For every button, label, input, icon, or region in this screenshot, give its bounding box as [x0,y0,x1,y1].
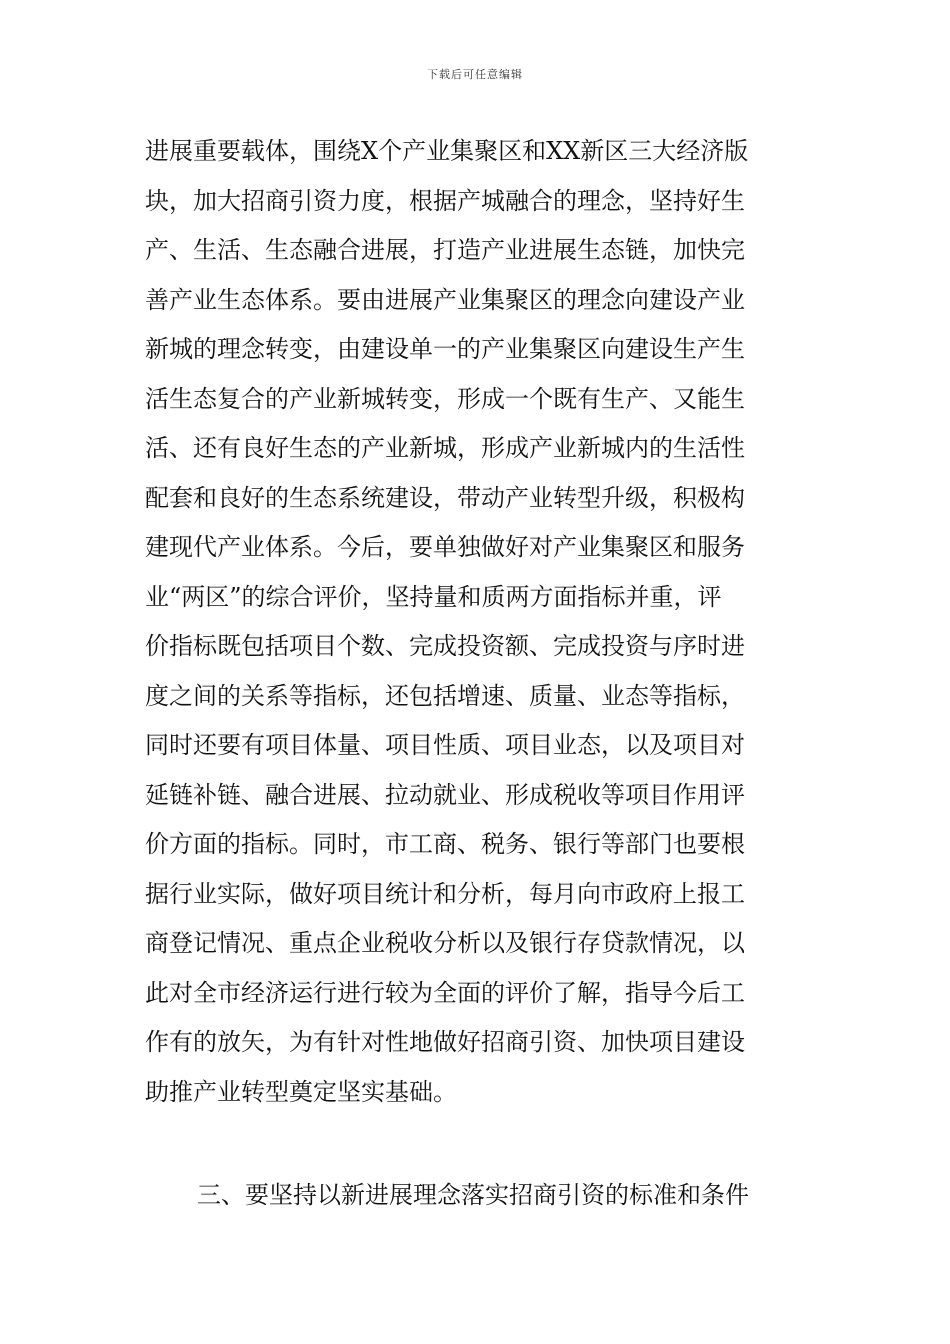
paragraph-line: 延链补链、融合进展、拉动就业、形成税收等项目作用评 [145,780,745,809]
body-paragraph [145,127,810,1117]
paragraph-line: 业“两区”的综合评价，坚持量和质两方面指标并重，评 [145,582,722,611]
section-heading: 三、要坚持以新进展理念落实招商引资的标准和条件 [197,1181,749,1209]
paragraph-line: 据行业实际，做好项目统计和分析，每月向市政府上报工 [145,879,745,908]
paragraph-line: 助推产业转型奠定坚实基础。 [145,1077,457,1106]
paragraph-line: 商登记情况、重点企业税收分析以及银行存贷款情况，以 [145,929,745,957]
header-note: 下载后可任意编辑 [427,68,523,81]
paragraph-line: 价指标既包括项目个数、完成投资额、完成投资与序时进 [145,632,745,660]
paragraph-line: 产、生活、生态融合进展，打造产业进展生态链，加快完 [145,236,745,264]
paragraph-line: 进展重要载体，围绕X个产业集聚区和XX新区三大经济版 [145,137,749,165]
paragraph-line: 活生态复合的产业新城转变，形成一个既有生产、又能生 [145,384,745,413]
paragraph-line: 此对全市经济运行进行较为全面的评价了解，指导今后工 [145,978,745,1007]
paragraph-line: 建现代产业体系。今后，要单独做好对产业集聚区和服务 [145,533,745,561]
paragraph-line: 作有的放矢，为有针对性地做好招商引资、加快项目建设 [145,1028,745,1056]
paragraph-line: 度之间的关系等指标，还包括增速、质量、业态等指标， [145,681,745,710]
paragraph-line: 块，加大招商引资力度，根据产城融合的理念，坚持好生 [145,186,745,215]
paragraph-line: 善产业生态体系。要由进展产业集聚区的理念向建设产业 [145,285,745,314]
paragraph-line: 新城的理念转变，由建设单一的产业集聚区向建设生产生 [145,335,745,363]
paragraph-line: 同时还要有项目体量、项目性质、项目业态，以及项目对 [145,731,745,759]
paragraph-line: 配套和良好的生态系统建设，带动产业转型升级，积极构 [145,483,745,512]
paragraph-line: 价方面的指标。同时，市工商、税务、银行等部门也要根 [145,830,745,858]
paragraph-line: 活、还有良好生态的产业新城，形成产业新城内的生活性 [145,434,745,462]
